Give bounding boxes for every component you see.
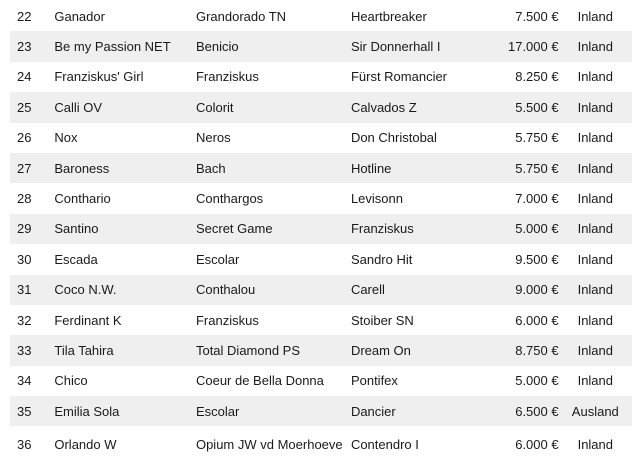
region: Ausland [559, 396, 632, 426]
table-row [10, 396, 632, 426]
dam-sire-name: Sandro Hit [350, 251, 413, 267]
table-row [10, 335, 632, 365]
sire-name: Neros [195, 130, 231, 146]
horse-name: Nox [54, 130, 78, 146]
horse-name: Orlando W [54, 436, 117, 452]
region: Inland [559, 92, 632, 122]
sire-name: Conthargos [195, 191, 264, 207]
price: 9.500 € [515, 251, 559, 267]
horse-name: Tila Tahira [52, 335, 196, 365]
lot-number: 31 [10, 275, 52, 305]
table-row [10, 62, 632, 92]
dam-sire-name: Pontifex [350, 373, 398, 389]
dam-sire-name: Carell [351, 275, 485, 305]
sire-name: Franziskus [195, 69, 259, 85]
lot-number: 32 [17, 312, 32, 328]
dam-sire-name: Sir Donnerhall I [351, 31, 485, 61]
dam-sire-name: Don Christobal [350, 130, 437, 146]
horse-name: Santino [52, 214, 196, 244]
lot-number: 36 [17, 436, 32, 452]
region: Inland [577, 373, 613, 389]
sire-name: Escolar [195, 251, 240, 267]
lot-number: 34 [17, 373, 32, 389]
price: 17.000 € [485, 31, 558, 61]
table-row [10, 183, 632, 213]
table-row [10, 305, 632, 335]
lot-number: 28 [17, 191, 32, 207]
horse-name: Escada [54, 251, 98, 267]
region: Inland [577, 312, 613, 328]
region: Inland [559, 275, 632, 305]
dam-sire-name: Dream On [351, 335, 485, 365]
lot-number: 22 [17, 8, 32, 24]
dam-sire-name: Levisonn [350, 191, 403, 207]
horse-name: Baroness [52, 153, 196, 183]
horse-name: Be my Passion NET [52, 31, 196, 61]
table-row [10, 92, 632, 122]
dam-sire-name: Hotline [351, 153, 485, 183]
lot-number: 33 [10, 335, 52, 365]
price: 5.500 € [485, 92, 558, 122]
horse-name: Chico [54, 373, 88, 389]
table-row [10, 426, 632, 462]
sire-name: Benicio [196, 31, 351, 61]
horse-name: Calli OV [52, 92, 196, 122]
sire-name: Franziskus [195, 312, 259, 328]
sire-name: Grandorado TN [195, 8, 287, 24]
table-row [10, 1, 632, 31]
sire-name: Bach [196, 153, 351, 183]
dam-sire-name: Fürst Romancier [350, 69, 448, 85]
sire-name: Secret Game [196, 214, 351, 244]
dam-sire-name: Contendro I [350, 436, 419, 452]
region: Inland [559, 335, 632, 365]
price: 5.000 € [485, 214, 558, 244]
table-row [10, 153, 632, 183]
price: 6.500 € [485, 396, 558, 426]
region: Inland [577, 69, 613, 85]
table-row [10, 123, 632, 153]
region: Inland [577, 191, 613, 207]
price: 5.000 € [515, 373, 559, 389]
region: Inland [577, 436, 613, 452]
dam-sire-name: Stoiber SN [350, 312, 414, 328]
sire-name: Conthalou [196, 275, 351, 305]
horse-name: Emilia Sola [52, 396, 196, 426]
region: Inland [577, 8, 613, 24]
lot-number: 25 [10, 92, 52, 122]
price: 5.750 € [485, 153, 558, 183]
table-row [10, 366, 632, 396]
price: 8.750 € [485, 335, 558, 365]
dam-sire-name: Dancier [351, 396, 485, 426]
table-body [10, 1, 632, 462]
sire-name: Opium JW vd Moerhoeve [195, 436, 343, 452]
horse-name: Coco N.W. [52, 275, 196, 305]
lot-number: 30 [17, 251, 32, 267]
auction-results-table [10, 1, 632, 462]
sire-name: Escolar [196, 396, 351, 426]
horse-name: Ferdinant K [54, 312, 122, 328]
dam-sire-name: Heartbreaker [350, 8, 427, 24]
table-row [10, 214, 632, 244]
horse-name: Conthario [54, 191, 111, 207]
price: 8.250 € [515, 69, 559, 85]
lot-number: 27 [10, 153, 52, 183]
region: Inland [559, 153, 632, 183]
sire-name: Total Diamond PS [196, 335, 351, 365]
table-row [10, 31, 632, 61]
lot-number: 35 [10, 396, 52, 426]
sire-name: Coeur de Bella Donna [195, 373, 324, 389]
lot-number: 24 [17, 69, 32, 85]
price: 5.750 € [515, 130, 559, 146]
dam-sire-name: Franziskus [351, 214, 485, 244]
table-row [10, 244, 632, 274]
sire-name: Colorit [196, 92, 351, 122]
price: 6.000 € [515, 436, 559, 452]
lot-number: 23 [10, 31, 52, 61]
lot-number: 29 [10, 214, 52, 244]
dam-sire-name: Calvados Z [351, 92, 485, 122]
horse-name: Franziskus' Girl [54, 69, 144, 85]
horse-name: Ganador [54, 8, 105, 24]
region: Inland [559, 31, 632, 61]
table-row [10, 275, 632, 305]
region: Inland [577, 130, 613, 146]
price: 9.000 € [485, 275, 558, 305]
price: 7.000 € [515, 191, 559, 207]
region: Inland [577, 251, 613, 267]
lot-number: 26 [17, 130, 32, 146]
region: Inland [559, 214, 632, 244]
price: 7.500 € [515, 8, 559, 24]
price: 6.000 € [515, 312, 559, 328]
